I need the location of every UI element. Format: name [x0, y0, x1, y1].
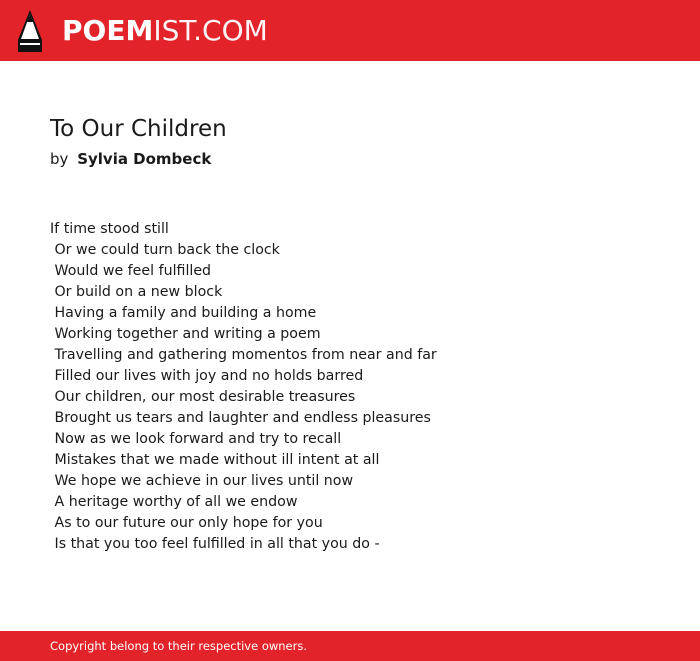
poem-line: Or we could turn back the clock [50, 242, 280, 258]
poem-line: Mistakes that we made without ill intent at all [50, 452, 380, 468]
poem-line: Would we feel fulfilled [50, 263, 212, 279]
poem-line: We hope we achieve in our lives until now [50, 473, 354, 489]
poem-body [50, 219, 650, 555]
poem-line: Having a family and building a home [50, 305, 317, 321]
brand-light-text: IST.COM [153, 14, 268, 47]
site-logo-link[interactable] [18, 10, 268, 52]
poem-byline [50, 150, 211, 168]
site-header [0, 0, 700, 61]
poem-line: Or build on a new block [50, 284, 223, 300]
poem-line: Our children, our most desirable treasures [50, 389, 356, 405]
pencil-tip-icon [18, 10, 42, 52]
poem-line: Now as we look forward and try to recall [50, 431, 342, 447]
poem-title: To Our Children [50, 116, 227, 142]
by-label: by [50, 150, 69, 168]
poem-line: Filled our lives with joy and no holds barred [50, 368, 364, 384]
poem-line: Working together and writing a poem [50, 326, 321, 342]
copyright-text: Copyright belong to their respective owners. [50, 639, 308, 653]
poem-line: Brought us tears and laughter and endless pleasures [50, 410, 431, 426]
poem-author-link[interactable]: Sylvia Dombeck [77, 150, 212, 168]
site-brand [62, 11, 268, 51]
poem-line: Travelling and gathering momentos from near and far [50, 347, 437, 363]
poem-line: A heritage worthy of all we endow [50, 494, 298, 510]
poem-line: Is that you too feel fulfilled in all that you do - [50, 536, 380, 552]
site-footer [0, 631, 700, 661]
poem-line: As to our future our only hope for you [50, 515, 323, 531]
poem-line: If time stood still [50, 221, 169, 237]
brand-bold-text: POEM [62, 14, 154, 47]
